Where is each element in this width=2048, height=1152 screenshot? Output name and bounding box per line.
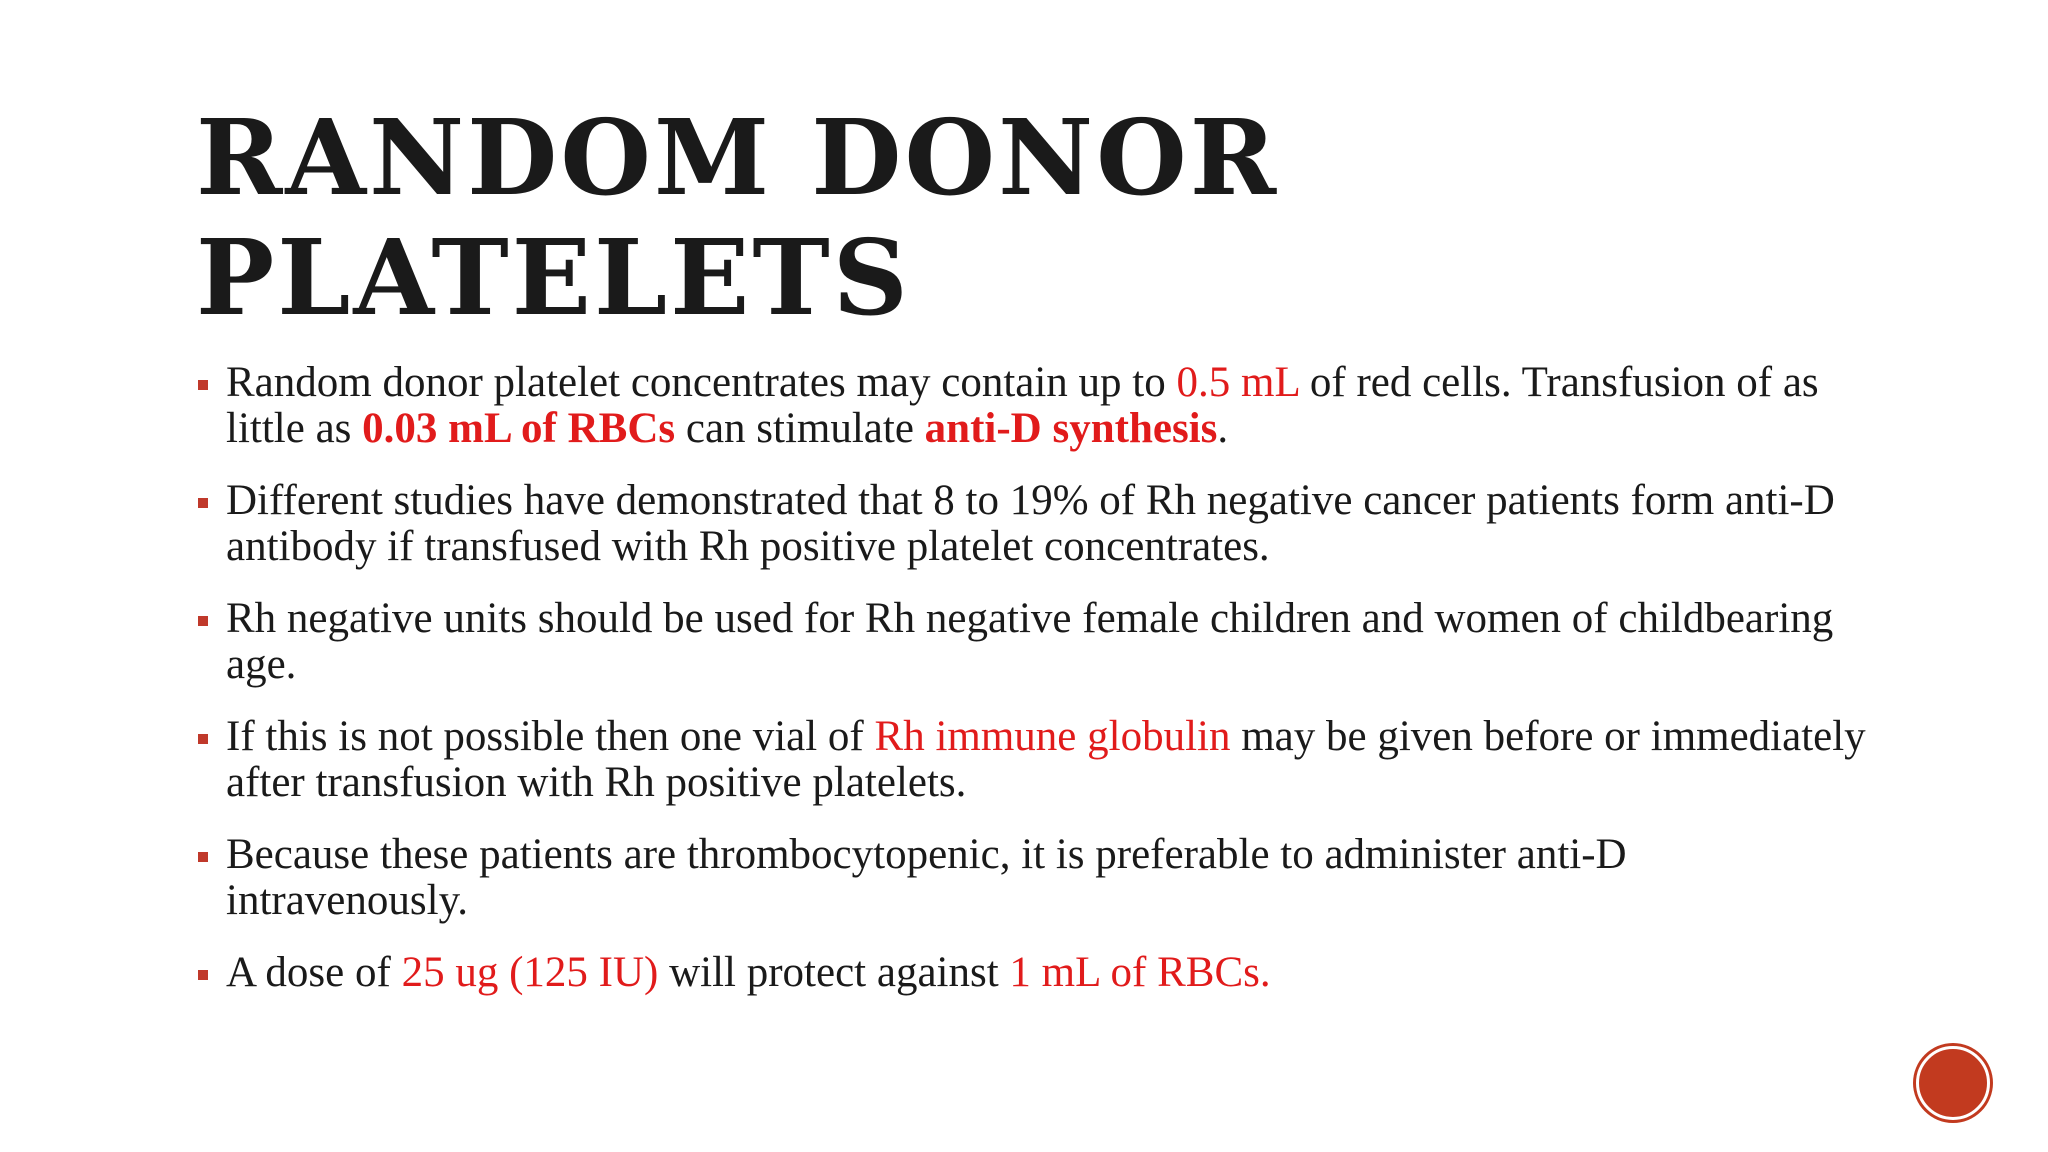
square-bullet-icon (198, 380, 208, 390)
bullet-text: of red cells. Transfusion of as little as (226, 359, 1819, 452)
bullet-item (196, 950, 1876, 996)
bullet-text: Random donor platelet concentrates may contain up to (226, 359, 1177, 406)
highlight-bold-text: anti-D synthesis (924, 405, 1218, 452)
bullet-item (196, 478, 1876, 570)
bullet-text: will protect against (658, 949, 1010, 996)
square-bullet-icon (198, 852, 208, 862)
slide-nav-button[interactable] (1916, 1046, 1990, 1120)
highlight-bold-text: 0.03 mL of RBCs (362, 405, 676, 452)
bullet-text: can stimulate (675, 405, 925, 452)
bullet-item (196, 360, 1876, 452)
slide-title (196, 98, 1279, 338)
highlight-text: 25 ug (125 IU) (401, 949, 659, 996)
square-bullet-icon (198, 734, 208, 744)
bullet-text: Because these patients are thrombocytopenic, it is preferable to administer anti-D intravenously. (226, 831, 1627, 924)
highlight-text: Rh immune globulin (874, 713, 1231, 760)
bullet-text: . (1217, 405, 1229, 452)
bullet-item (196, 596, 1876, 688)
bullet-text: Rh negative units should be used for Rh negative female children and women of childbearing age. (226, 595, 1834, 688)
slide-title-line-1: RANDOM DONOR (196, 96, 1280, 219)
bullet-text: may be given before or immediately after transfusion with Rh positive platelets. (226, 713, 1866, 806)
highlight-text: 1 mL of RBCs. (1009, 949, 1271, 996)
bullet-item (196, 714, 1876, 806)
square-bullet-icon (198, 970, 208, 980)
slide-title-line-2: PLATELETS (196, 216, 911, 339)
square-bullet-icon (198, 616, 208, 626)
bullet-text: If this is not possible then one vial of (226, 713, 875, 760)
bullet-item (196, 832, 1876, 924)
bullet-text: Different studies have demonstrated that 8 to 19% of Rh negative cancer patients form anti-D antibody if transfused with Rh positive platelet concentrates. (226, 477, 1835, 570)
bullet-text: A dose of (226, 949, 402, 996)
bullet-list (196, 360, 1876, 1022)
highlight-text: 0.5 mL (1176, 359, 1300, 406)
square-bullet-icon (198, 498, 208, 508)
